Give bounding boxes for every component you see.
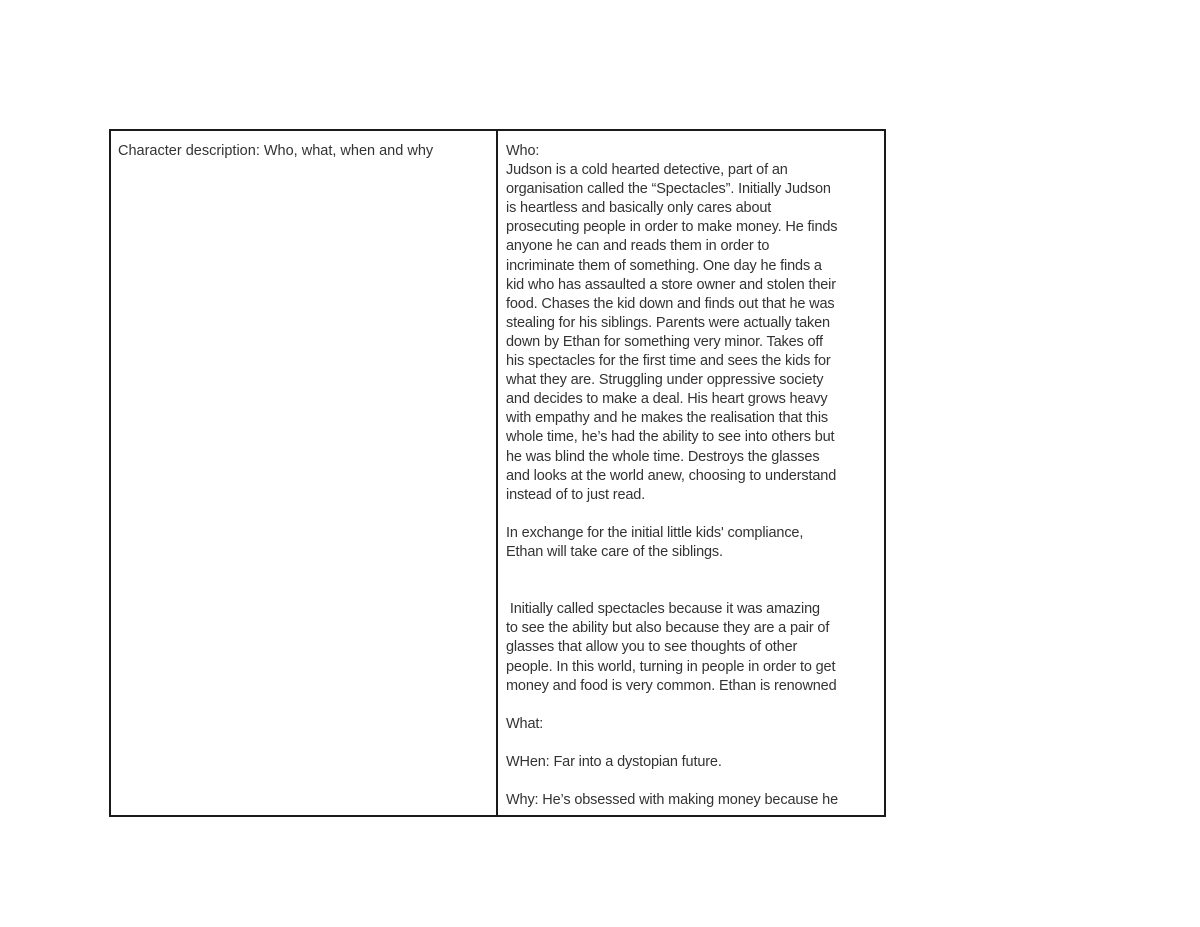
who-line: anyone he can and reads them in order to <box>506 238 770 255</box>
left-cell <box>111 131 498 815</box>
why-line: Why: He’s obsessed with making money because he <box>506 792 838 809</box>
who-line: his spectacles for the first time and sees the kids for <box>506 353 831 370</box>
who-line: is heartless and basically only cares about <box>506 200 772 217</box>
when-line: WHen: Far into a dystopian future. <box>506 754 722 770</box>
exchange-paragraph <box>506 524 878 562</box>
paragraph-spacer <box>506 772 878 791</box>
who-line: incriminate them of something. One day he finds a <box>506 257 822 274</box>
who-line: prosecuting people in order to make money. He finds <box>506 219 838 236</box>
spectacles-line: money and food is very common. Ethan is renowned <box>506 677 837 694</box>
who-line: what they are. Struggling under oppressive society <box>506 372 824 389</box>
what-heading: What: <box>506 715 544 732</box>
who-line: with empathy and he makes the realisation that this <box>506 410 829 427</box>
who-line: kid who has assaulted a store owner and stolen their <box>506 276 836 293</box>
spectacles-line: people. In this world, turning in people in order to get <box>506 658 836 675</box>
who-line: down by Ethan for something very minor. Takes off <box>506 333 823 350</box>
character-description-label: Character description: Who, what, when and why <box>118 143 434 159</box>
who-line: organisation called the “Spectacles”. Initially Judson <box>506 181 831 198</box>
who-line: instead of to just read. <box>506 486 646 503</box>
who-paragraph <box>506 161 878 505</box>
paragraph-spacer <box>506 505 878 524</box>
paragraph-spacer <box>506 734 878 753</box>
who-line: and looks at the world anew, choosing to understand <box>506 467 837 484</box>
who-line: he was blind the whole time. Destroys the glasses <box>506 448 820 465</box>
character-table <box>109 129 886 817</box>
spectacles-line: Initially called spectacles because it was amazing <box>506 601 820 618</box>
paragraph-spacer <box>506 562 878 600</box>
who-line: and decides to make a deal. His heart grows heavy <box>506 391 828 408</box>
who-line: stealing for his siblings. Parents were actually taken <box>506 314 830 331</box>
spectacles-line: glasses that allow you to see thoughts of other <box>506 639 798 656</box>
exchange-line: In exchange for the initial little kids' compliance, <box>506 524 804 541</box>
who-line: Judson is a cold hearted detective, part of an <box>506 162 788 179</box>
right-cell <box>498 131 884 815</box>
spectacles-line: to see the ability but also because they are a pair of <box>506 620 830 637</box>
exchange-line: Ethan will take care of the siblings. <box>506 543 723 560</box>
spectacles-paragraph <box>506 600 878 695</box>
who-heading: Who: <box>506 143 540 159</box>
who-line: food. Chases the kid down and finds out that he was <box>506 295 835 312</box>
who-line: whole time, he’s had the ability to see into others but <box>506 429 835 446</box>
paragraph-spacer <box>506 696 878 715</box>
